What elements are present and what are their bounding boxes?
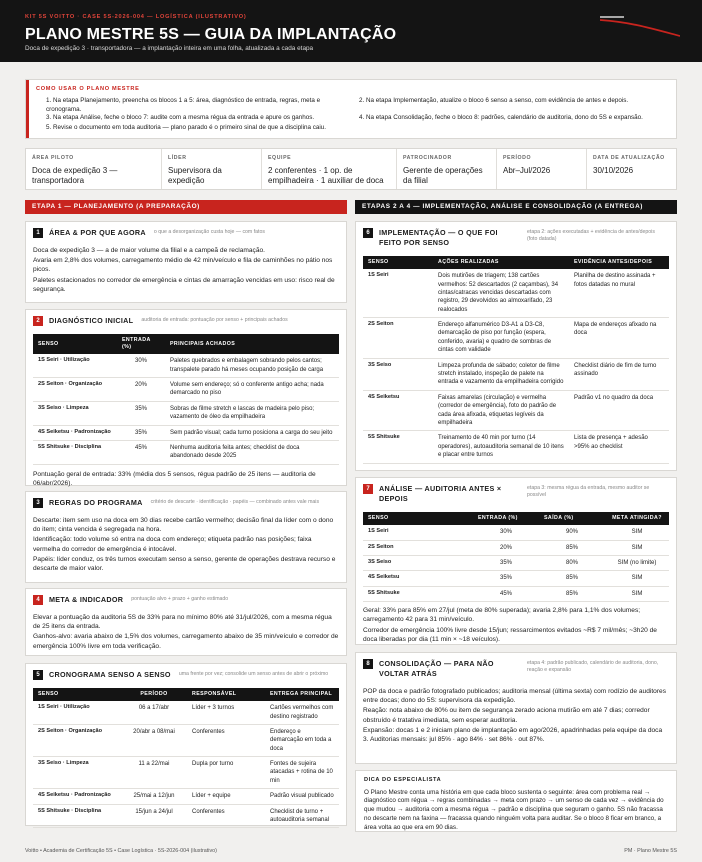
- table-row: 3S Seiso · Limpeza 35% Sobras de filme stretch e lascas de madeira pelo piso; vazamento de óleo da empilhadeira: [33, 401, 339, 425]
- block-title: ÁREA & POR QUE AGORA: [49, 228, 146, 237]
- block-text: Papéis: líder conduz, os três turnos executam senso a senso, gerente de operações destrava recurso e descarte de maior valor.: [33, 555, 336, 573]
- block-title: DIAGNÓSTICO INICIAL: [49, 316, 134, 325]
- block-title: CONSOLIDAÇÃO — PARA NÃO VOLTAR ATRÁS: [379, 659, 494, 678]
- block-text: Ganhos-alvo: avaria abaixo de 1,5% dos volumes, carregamento abaixo de 35 min/veículo e corredor de emergência 100% livre em toda verificação.: [33, 633, 339, 650]
- table-row: 4S Seiketsu 35% 85% SIM: [363, 571, 669, 586]
- how-item: 3. Na etapa Análise, feche o bloco 7: audite com a mesma régua da entrada e apure os ganhos.: [46, 114, 315, 121]
- block-number: 7: [363, 484, 373, 494]
- table-row: 1S Seiri 30% 90% SIM: [363, 525, 669, 540]
- how-item: 4. Na etapa Consolidação, feche o bloco 8: padrões, calendário de auditoria, dono do 5S e expansão.: [359, 114, 643, 121]
- header-trend-graphic: [600, 14, 680, 38]
- meta-team: EQUIPE 2 conferentes · 1 op. de empilhadeira · 1 auxiliar de doca: [261, 149, 396, 189]
- table-row: 3S Seiso 35% 80% SIM (no limite): [363, 555, 669, 570]
- block-text: Elevar a pontuação da auditoria 5S de 33% para no mínimo 80% até 31/jul/2026, com a mesma régua de 25 itens da entrada.: [33, 614, 332, 631]
- expert-tip: [355, 770, 677, 832]
- table-row: 5S Shitsuke Treinamento de 40 min por turno (14 operadores), autoauditoria semanal de 10 itens e placar entre turnos Lista de presença + adesão >95% ao checklist: [363, 431, 669, 463]
- block-text: Expansão: docas 1 e 2 iniciam plano de implantação em ago/2026, apadrinhadas pela equipe da doca 3. Auditorias mensais: jul 85% · ago 84% · set 86% · out 87%.: [363, 726, 663, 744]
- header-kicker: KIT 5S VOITTO · CASE 5S-2026-004 — LOGÍSTICA (ILUSTRATIVO): [25, 14, 247, 20]
- block-title: REGRAS DO PROGRAMA: [49, 498, 143, 507]
- block-text: Identificação: todo volume só entra na doca com endereço; etiqueta padrão nas posições; faixa vermelha do corredor de emergência é intocável.: [33, 536, 312, 553]
- meta-period: PERÍODO Abr–Jul/2026: [496, 149, 586, 189]
- schedule-table: SENSO PERÍODO RESPONSÁVEL ENTREGA PRINCIPAL 1S Seiri · Utilização 06 a 17/abr Líder + 3 turnos Cartões vermelhos com destino registrado 2S Seiton · Organização 20/abr a 08/mai Conferentes Endereço e demarcação em toda a doca 3S Seiso · Limpeza 11 a 22/mai Dupla por turno Fontes de sujeira atacadas + rotina de 10 min 4S Seiketsu · Padronização 25/mai a 12/jun Líder + equipe Padrão visual publicado 5S Shitsuke · Disciplina 15/jun a 24/jul Conferentes Checklist de turno + autoauditoria semanal: [33, 688, 339, 828]
- block-number: 6: [363, 228, 373, 238]
- table-row: 2S Seiton · Organização 20% Volume sem endereço; só o conferente antigo acha; nada demarcado no piso: [33, 378, 339, 402]
- how-to-use-label: COMO USAR O PLANO MESTRE: [36, 86, 140, 92]
- block-note: uma frente por vez; consolide um senso antes de abrir o próximo: [178, 671, 329, 677]
- block-title: ANÁLISE — AUDITORIA ANTES × DEPOIS: [379, 484, 502, 503]
- project-meta-bar: [25, 148, 677, 190]
- page-title: PLANO MESTRE 5S — GUIA DA IMPLANTAÇÃO: [25, 26, 397, 43]
- block-text: Reação: nota abaixo de 80% ou item de segurança zerado aciona mutirão em até 7 dias; corredor obstruído é tratativa imediata, sem esperar auditoria.: [363, 707, 650, 724]
- block-6-implementation: [355, 221, 677, 471]
- block-title: META & INDICADOR: [49, 595, 124, 604]
- table-row: 2S Seiton Endereço alfanumérico D3-A1 a D3-C8, demarcação de piso por função (espera, conferido, avaria) e quadro de sombras de cintas com validade Mapa de endereços afixado na doca: [363, 318, 669, 359]
- block-title: IMPLEMENTAÇÃO — O QUE FOI FEITO POR SENSO: [379, 228, 498, 247]
- analysis-text: Geral: 33% para 85% em 27/jul (meta de 80% superada); avaria 2,8% para 1,1% dos volumes; carregamento 42 para 31 min/veículo.: [363, 607, 641, 624]
- how-to-use-box: [25, 79, 677, 139]
- meta-sponsor: PATROCINADOR Gerente de operações da filial: [396, 149, 496, 189]
- meta-area: ÁREA PILOTO Doca de expedição 3 — transportadora: [32, 155, 118, 186]
- block-note: etapa 4: padrão publicado, calendário de auditoria, dono, reação e expansão: [527, 660, 659, 674]
- stage2-4-band: ETAPAS 2 A 4 — IMPLEMENTAÇÃO, ANÁLISE E CONSOLIDAÇÃO (A ENTREGA): [355, 200, 677, 214]
- block-text: Avaria em 2,8% dos volumes, carregamento médio de 42 min/veículo e fila de caminhões no pátio nos picos.: [33, 257, 333, 274]
- expert-tip-label: DICA DO ESPECIALISTA: [364, 777, 442, 783]
- stage1-band: ETAPA 1 — PLANEJAMENTO (A PREPARAÇÃO): [25, 200, 347, 214]
- block-number: 2: [33, 316, 43, 326]
- block-note: etapa 3: mesma régua da entrada, mesmo auditor se possível: [527, 485, 650, 499]
- how-item: 1. Na etapa Planejamento, preencha os blocos 1 a 5: área, diagnóstico de entrada, regras, meta e cronograma.: [46, 97, 321, 113]
- expert-tip-text: O Plano Mestre conta uma história em que cada bloco sustenta o seguinte: área com problema real → diagnóstico com régua → regras combinadas → meta com prazo → um senso de cada vez → evidência do que mudou → auditoria com a mesma régua → padrão e disciplina que seguram o ganho. 5S não fracassa no descarte nem na faxina — fracassa quando ninguém volta para auditar. Se o bloco 8 ficar em branco, a área volta ao que era em 90 dias.: [364, 788, 664, 832]
- block-note: pontuação alvo + prazo + ganho estimado: [131, 596, 229, 602]
- block-8-consolidation: [355, 652, 677, 764]
- block-note: critério de descarte · identificação · papéis — combinado antes vale mais: [150, 499, 320, 505]
- table-row: 2S Seiton · Organização 20/abr a 08/mai Conferentes Endereço e demarcação em toda a doca: [33, 724, 339, 756]
- block-note: etapa 2: ações executadas + evidência de antes/depois (foto datada): [527, 229, 655, 243]
- block-text: Descarte: item sem uso na doca em 30 dias recebe cartão vermelho; decisão final da líder com o dono do item; cinta vencida é segregada na hora.: [33, 517, 334, 534]
- how-item: 2. Na etapa Implementação, atualize o bloco 6 senso a senso, com evidência de antes e depois.: [359, 97, 629, 104]
- block-title: CRONOGRAMA SENSO A SENSO: [49, 670, 171, 679]
- table-row: 4S Seiketsu Faixas amarelas (circulação) e vermelha (corredor de emergência), foto do padrão de cada área afixada, etiquetas legíveis da empilhadeira Padrão v1 no quadro da doca: [363, 390, 669, 431]
- page-subtitle: Doca de expedição 3 · transportadora — a implantação inteira em uma folha, atualizada a cada etapa: [25, 45, 314, 52]
- table-row: 1S Seiri · Utilização 06 a 17/abr Líder + 3 turnos Cartões vermelhos com destino registrado: [33, 701, 339, 724]
- page-header: [0, 0, 702, 62]
- block-number: 5: [33, 670, 43, 680]
- block-text: Paletes estacionados no corredor de emergência e cintas de amarração vencidas em uso: risco real de segurança.: [33, 276, 335, 293]
- table-row: 5S Shitsuke · Disciplina 15/jun a 24/jul Conferentes Checklist de turno + autoauditoria semanal: [33, 804, 339, 828]
- audit-table: SENSO ENTRADA (%) SAÍDA (%) META ATINGIDA? 1S Seiri 30% 90% SIM 2S Seiton 20% 85% SIM 3S Seiso 35% 80% SIM (no limite) 4S Seiketsu 35% 85% SIM 5S Shitsuke 45% 85% SIM: [363, 512, 669, 602]
- table-row: 3S Seiso · Limpeza 11 a 22/mai Dupla por turno Fontes de sujeira atacadas + rotina de 10 min: [33, 757, 339, 789]
- block-1-area: [25, 221, 347, 303]
- block-4-goal: [25, 588, 347, 656]
- block-7-analysis: [355, 477, 677, 645]
- table-row: 1S Seiri Dois mutirões de triagem; 138 cartões vermelhos: 52 descartados (2 caçambas), 34 cintas/catracas vencidas descartadas com registro, 29 devolvidos ao almoxarifado, 23 realocados Planilha de destino assinada + fotos datadas no mural: [363, 269, 669, 317]
- block-2-diagnosis: [25, 309, 347, 486]
- block-note: auditoria de entrada: pontuação por senso + principais achados: [141, 317, 288, 323]
- meta-leader: LÍDER Supervisora da expedição: [161, 149, 261, 189]
- footer-right: PM · Plano Mestre 5S: [624, 848, 677, 854]
- footer-left: Voitto • Academia de Certificação 5S • Case Logística · 5S-2026-004 (ilustrativo): [25, 848, 217, 854]
- how-item: 5. Revise o documento em toda auditoria — plano parado é o primeiro sinal de que a disciplina caiu.: [46, 124, 327, 131]
- block-number: 4: [33, 595, 43, 605]
- block-5-schedule: [25, 663, 347, 826]
- block-number: 8: [363, 659, 373, 669]
- block-text: Doca de expedição 3 — a de maior volume da filial e a campeã de reclamação.: [33, 247, 266, 254]
- block-number: 1: [33, 228, 43, 238]
- implementation-table: SENSO AÇÕES REALIZADAS EVIDÊNCIA ANTES/DEPOIS 1S Seiri Dois mutirões de triagem; 138 cartões vermelhos: 52 descartados (2 caçambas), 34 cintas/catracas vencidas descartadas com registro, 29 devolvidos ao almoxarifado, 23 realocados Planilha de destino assinada + fotos datadas no mural 2S Seiton Endereço alfanumérico D3-A1 a D3-C8, demarcação de piso por função (espera, conferido, avaria) e quadro de sombras de cintas com validade Mapa de endereços afixado na doca 3S Seiso Limpeza profunda de sábado; coletor de filme stretch instalado, inspeção de palete na entrada e vazamento da empilhadeira corrigido Checklist diário de fim de turno assinado 4S Seiketsu Faixas amarelas (circulação) e vermelha (corredor de emergência), foto do padrão de cada área afixada, etiquetas legíveis da empilhadeira Padrão v1 no quadro da doca 5S Shitsuke Treinamento de 40 min por turno (14 operadores), autoauditoria semanal de 10 itens e placar entre turnos Lista de presença + adesão >95% ao checklist: [363, 256, 669, 464]
- block-text: POP da doca e padrão fotografado publicados; auditoria mensal (última sexta) com rodízio de auditores entre docas; dono do 5S: supervisora da expedição.: [363, 688, 667, 705]
- diagnosis-table: SENSO ENTRADA (%) PRINCIPAIS ACHADOS 1S Seiri · Utilização 30% Paletes quebrados e embalagem sobrando pelos cantos; transpalete parado há meses ocupando posição de carga 2S Seiton · Organização 20% Volume sem endereço; só o conferente antigo acha; nada demarcado no piso 3S Seiso · Limpeza 35% Sobras de filme stretch e lascas de madeira pelo piso; vazamento de óleo da empilhadeira 4S Seiketsu · Padronização 35% Sem padrão visual; cada turno posiciona a carga do seu jeito 5S Shitsuke · Disciplina 45% Nenhuma auditoria feita antes; checklist de doca abandonado desde 2025: [33, 334, 339, 465]
- table-row: 5S Shitsuke · Disciplina 45% Nenhuma auditoria feita antes; checklist de doca abandonado desde 2025: [33, 441, 339, 465]
- block-3-rules: [25, 491, 347, 583]
- table-row: 1S Seiri · Utilização 30% Paletes quebrados e embalagem sobrando pelos cantos; transpalete parado há meses ocupando posição de carga: [33, 354, 339, 377]
- meta-update-date: DATA DE ATUALIZAÇÃO 30/10/2026: [586, 149, 677, 189]
- table-row: 2S Seiton 20% 85% SIM: [363, 540, 669, 555]
- diagnosis-summary: Pontuação geral de entrada: 33% (média dos 5 sensos, régua padrão de 25 itens — auditoria de 06/abr/2026).: [33, 470, 316, 488]
- block-number: 3: [33, 498, 43, 508]
- table-row: 4S Seiketsu · Padronização 25/mai a 12/jun Líder + equipe Padrão visual publicado: [33, 789, 339, 804]
- analysis-text: Corredor de emergência 100% livre desde 15/jun; ressarcimentos evitados ~R$ 7 mil/mês; ~3h20 de doca liberadas por dia (11 min × ~18 veículos).: [363, 626, 657, 643]
- block-note: o que a desorganização custa hoje — com fatos: [153, 229, 265, 235]
- table-row: 5S Shitsuke 45% 85% SIM: [363, 586, 669, 601]
- table-row: 4S Seiketsu · Padronização 35% Sem padrão visual; cada turno posiciona a carga do seu jeito: [33, 425, 339, 440]
- table-row: 3S Seiso Limpeza profunda de sábado; coletor de filme stretch instalado, inspeção de palete na entrada e vazamento da empilhadeira corrigido Checklist diário de fim de turno assinado: [363, 358, 669, 390]
